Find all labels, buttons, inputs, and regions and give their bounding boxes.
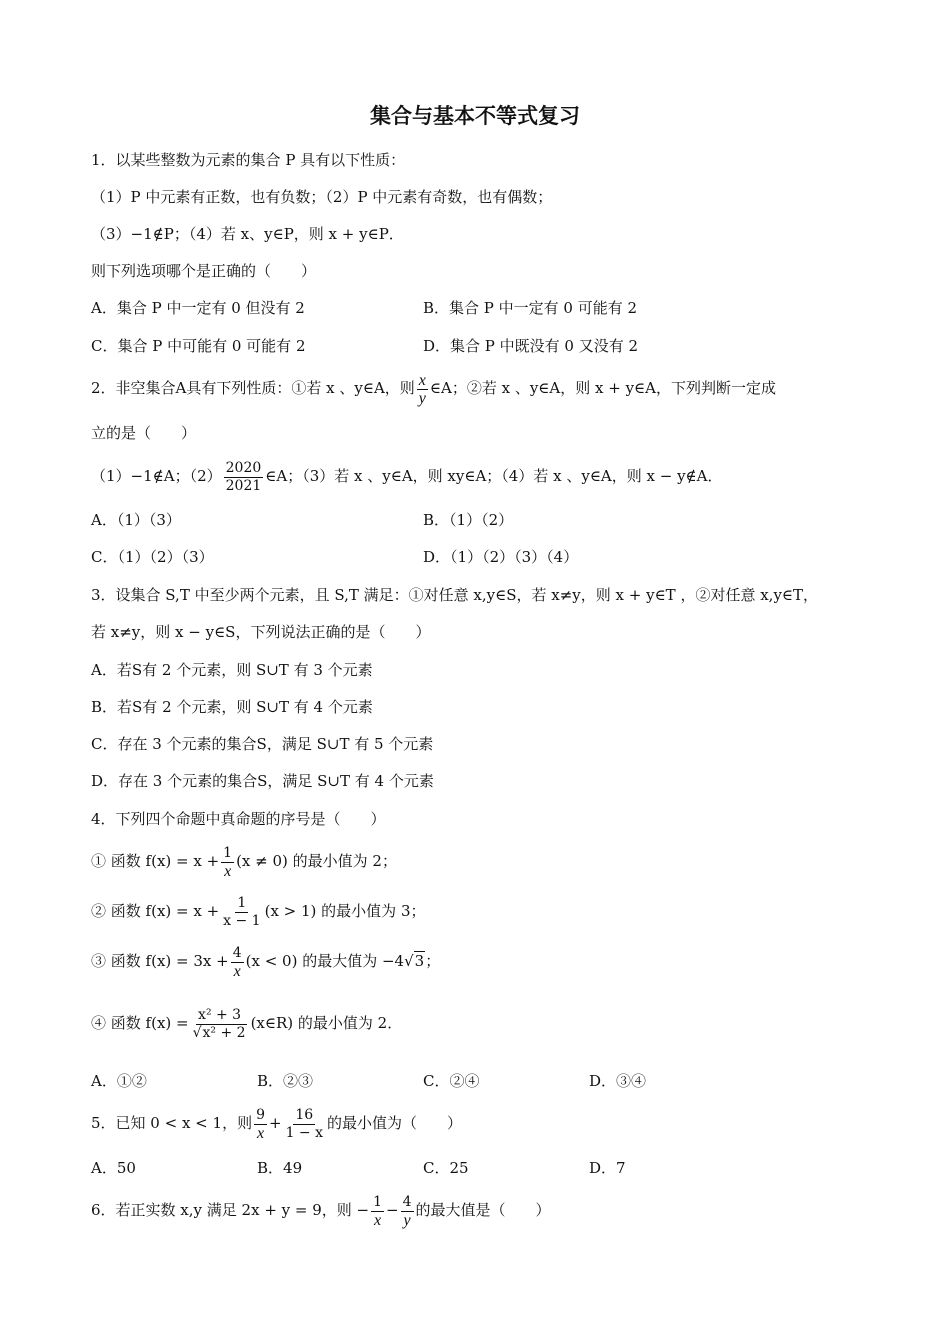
q3-option-b[interactable]: B．若S有 2 个元素，则 S∪T 有 4 个元素: [91, 698, 373, 716]
q4-prop-4: ④ 函数 f(x) = $\frac{\text{x² + 3}}{\text{√x² + 2}}$ (x∈R) 的最小值为 2．: [91, 1006, 403, 1041]
q5-option-a[interactable]: A．50: [91, 1159, 136, 1177]
q1-ask: 则下列选项哪个是正确的（ ）: [91, 262, 317, 280]
q3-stem-cont: 若 x≠y，则 x − y∈S，下列说法正确的是（ ）: [91, 623, 431, 641]
q2-option-a[interactable]: A．（1）（3）: [91, 511, 181, 529]
q2-stem: 2．非空集合A具有下列性质：①若 x 、y∈A，则 $\frac{x}{y}$ ∈A；②若 x 、y∈A，则 x + y∈A，下列判断一定成: [91, 371, 776, 407]
q3-option-d[interactable]: D．存在 3 个元素的集合S，满足 S∪T 有 4 个元素: [91, 772, 434, 790]
q3-option-c[interactable]: C．存在 3 个元素的集合S，满足 S∪T 有 5 个元素: [91, 735, 434, 753]
q5-option-c[interactable]: C．25: [423, 1159, 469, 1177]
page-title: 集合与基本不等式复习: [370, 104, 580, 128]
q1-prop12: （1）P 中元素有正数，也有负数；（2）P 中元素有奇数，也有偶数；: [91, 188, 553, 206]
q4-prop-1: ① 函数 f(x) = x + $\frac{1}{x}$ (x ≠ 0) 的最小值为 2；: [91, 844, 397, 880]
q4-stem: 4．下列四个命题中真命题的序号是（ ）: [91, 810, 386, 828]
q4-option-d[interactable]: D．③④: [589, 1072, 647, 1090]
q1-option-b[interactable]: B．集合 P 中一定有 0 可能有 2: [423, 299, 638, 317]
q3-stem: 3．设集合 S,T 中至少两个元素，且 S,T 满足：①对任意 x,y∈S，若 x≠y，则 x + y∈T ，②对任意 x,y∈T，: [91, 586, 819, 604]
q4-option-b[interactable]: B．②③: [257, 1072, 314, 1090]
q1-option-d[interactable]: D．集合 P 中既没有 0 又没有 2: [423, 337, 639, 355]
q1-prop34: （3）−1∉P；（4）若 x、y∈P，则 x + y∈P．: [91, 225, 404, 243]
q4-option-c[interactable]: C．②④: [423, 1072, 480, 1090]
q4-prop-3: ③ 函数 f(x) = 3x + $\frac{4}{x}$ (x < 0) 的最大值为 −4√3；: [91, 944, 441, 980]
q2-stem-cont: 立的是（ ）: [91, 424, 197, 442]
q1-option-a[interactable]: A．集合 P 中一定有 0 但没有 2: [91, 299, 305, 317]
q5-stem: 5．已知 0 < x < 1，则 $\frac{9}{x}$ + $\frac{16}{1 - x}$ 的最小值为（ ）: [91, 1106, 463, 1142]
q2-option-c[interactable]: C．（1）（2）（3）: [91, 548, 214, 566]
q1-option-c[interactable]: C．集合 P 中可能有 0 可能有 2: [91, 337, 306, 355]
q2-option-b[interactable]: B．（1）（2）: [423, 511, 514, 529]
q2-option-d[interactable]: D．（1）（2）（3）（4）: [423, 548, 579, 566]
q2-props-frac: $\frac{2020}{2021}$: [225, 459, 262, 494]
q5-option-d[interactable]: D．7: [589, 1159, 626, 1177]
q6-stem: 6．若正实数 x,y 满足 2x + y = 9，则 − $\frac{1}{x}$ − $\frac{4}{y}$ 的最大值是（ ）: [91, 1193, 551, 1229]
q2-props: （1）−1∉A；（2） $\frac{2020}{2021}$ ∈A；（3）若 x 、y∈A，则 xy∈A；（4）若 x 、y∈A，则 x − y∉A．: [91, 459, 723, 494]
q3-option-a[interactable]: A．若S有 2 个元素，则 S∪T 有 3 个元素: [91, 661, 373, 679]
q4-option-a[interactable]: A．①②: [91, 1072, 147, 1090]
q4-prop-2: ② 函数 f(x) = x + $\frac{1}{x - 1}$ (x > 1) 的最小值为 3；: [91, 894, 426, 929]
q5-option-b[interactable]: B．49: [257, 1159, 303, 1177]
q1-stem: 1．以某些整数为元素的集合 P 具有以下性质：: [91, 151, 406, 169]
q2-frac: $\frac{x}{y}$: [418, 371, 426, 407]
